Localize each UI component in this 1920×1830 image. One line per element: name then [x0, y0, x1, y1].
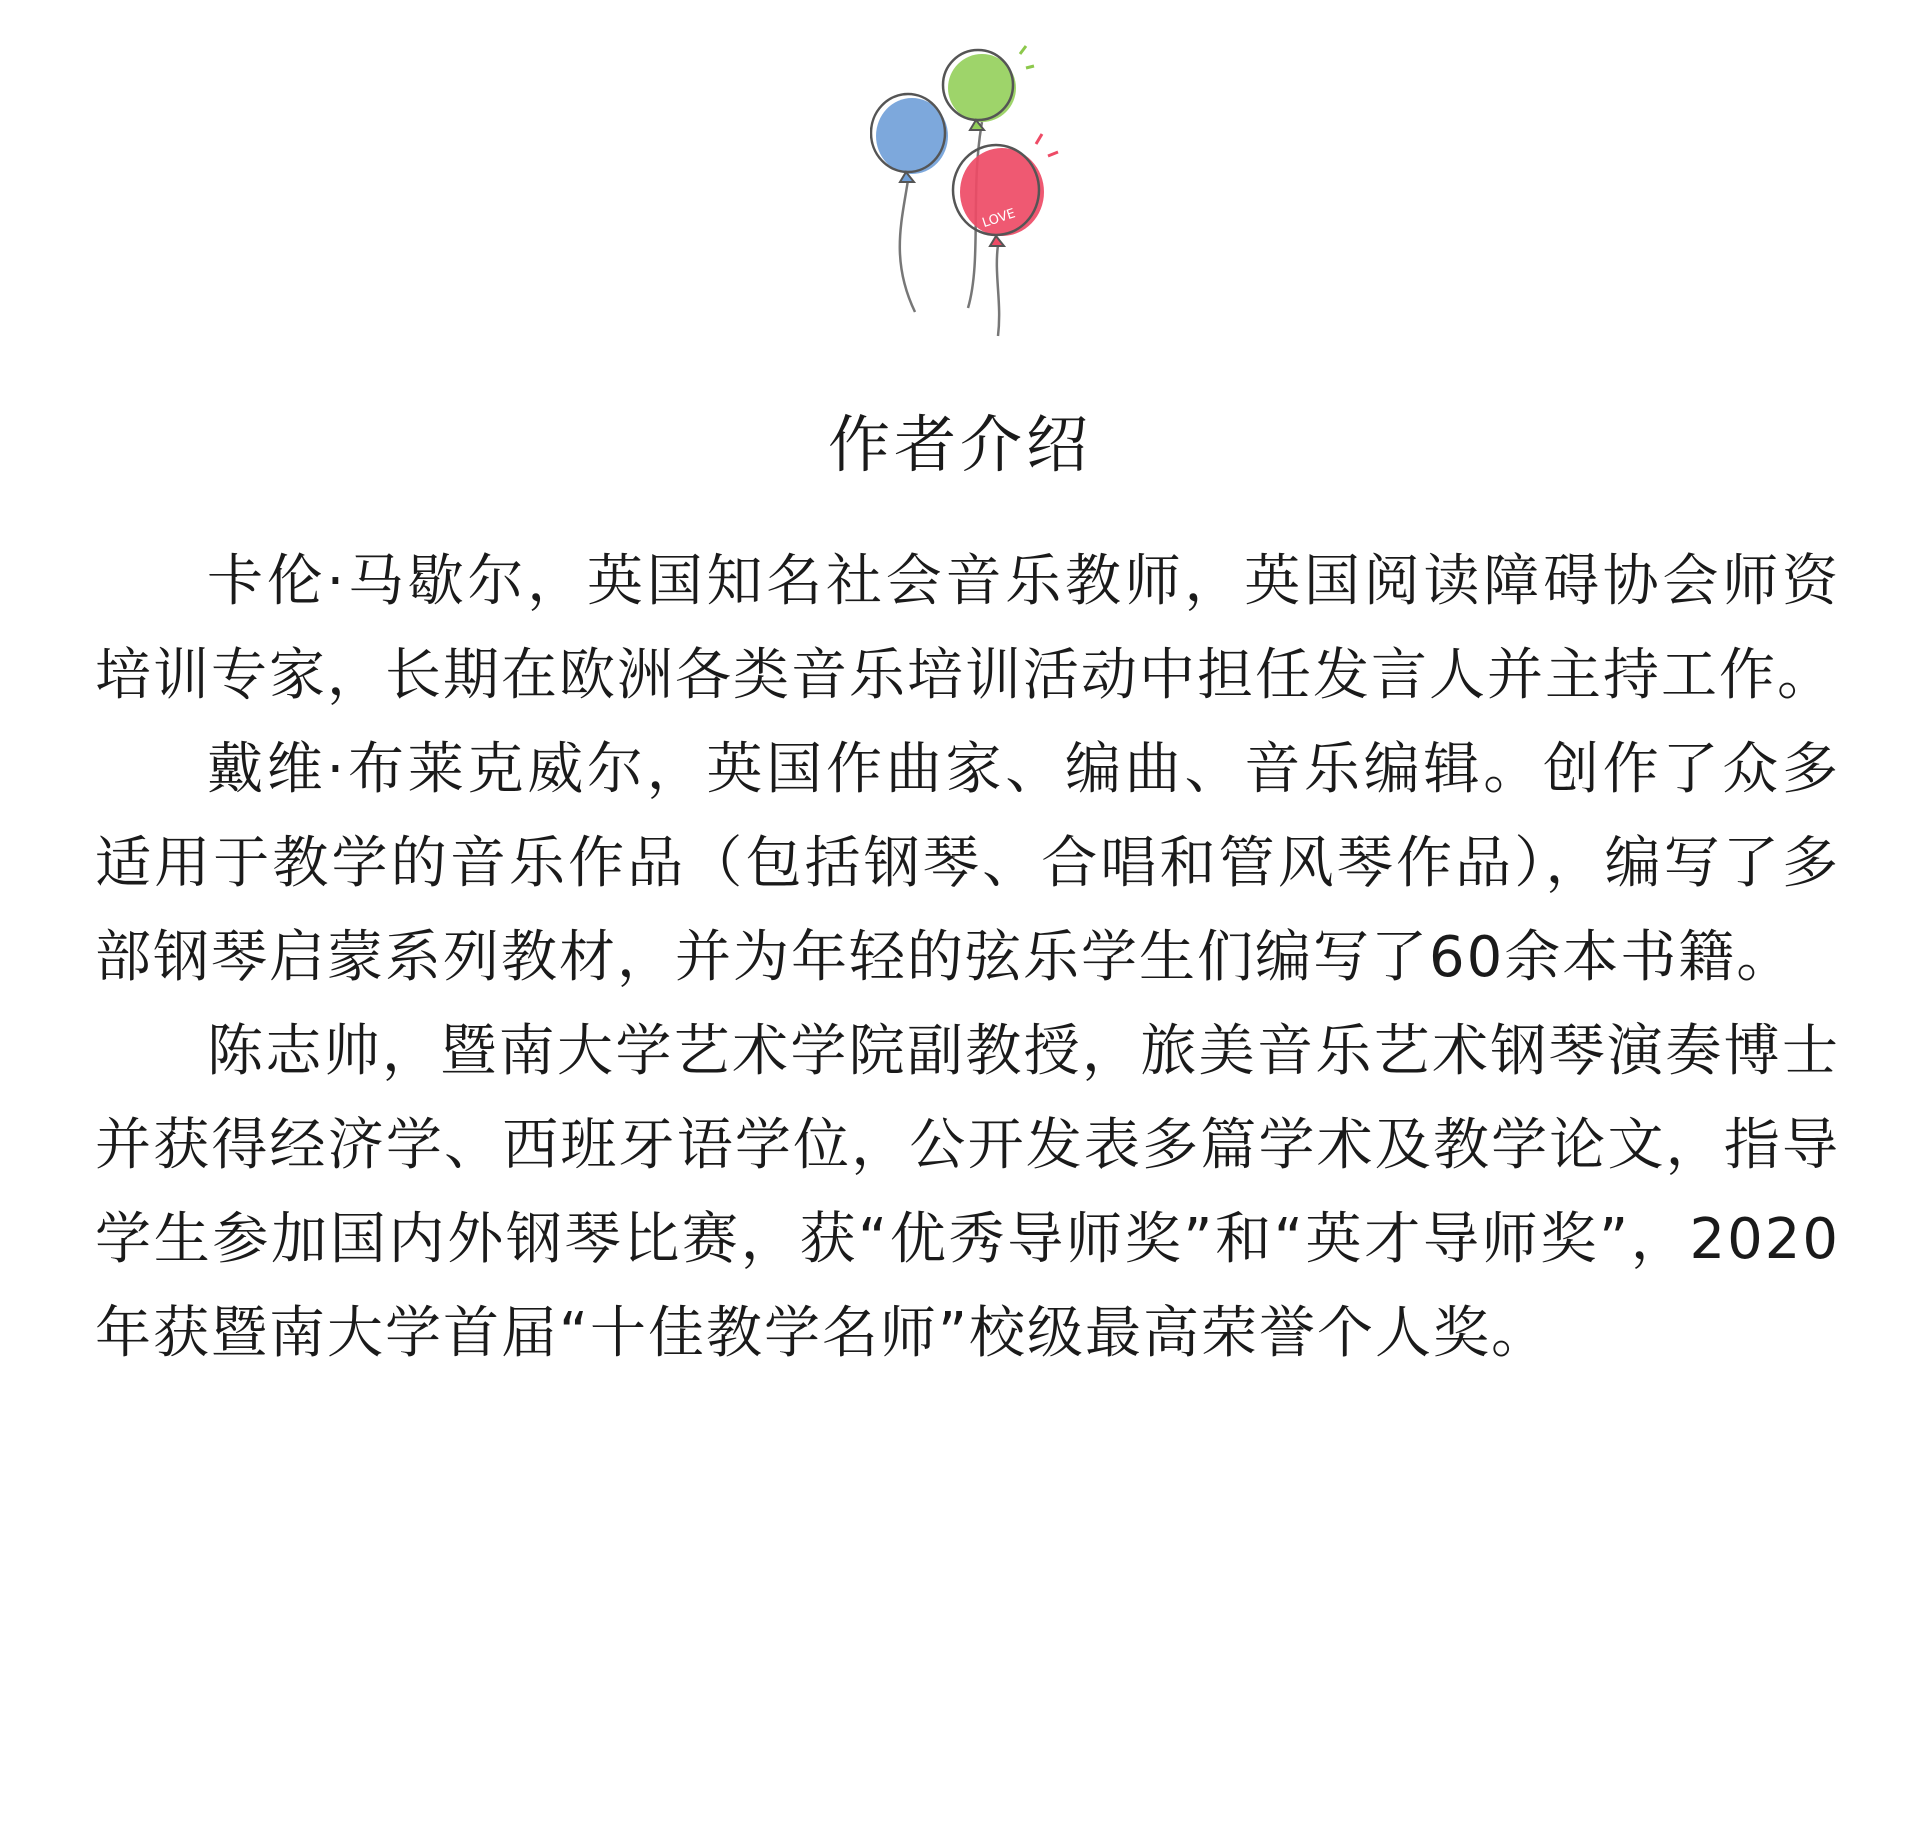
author-bios — [95, 535, 1840, 1381]
author-bio-david-blackwell: 戴维·布莱克威尔，英国作曲家、编曲、音乐编辑。创作了众多适用于教学的音乐作品（包括钢琴、合唱和管风琴作品），编写了多部钢琴启蒙系列教材，并为年轻的弦乐学生们编写了60余本书籍。 — [95, 737, 1840, 990]
balloon-string-blue — [900, 180, 915, 312]
balloon-string-red — [997, 245, 999, 336]
author-bio-chen-zhishuai: 陈志帅，暨南大学艺术学院副教授，旅美音乐艺术钢琴演奏博士并获得经济学、西班牙语学位，公开发表多篇学术及教学论文，指导学生参加国内外钢琴比赛，获“优秀导师奖”和“英才导师奖”，2020年获暨南大学首届“十佳教学名师”校级最高荣誉个人奖。 — [95, 1019, 1840, 1366]
section-title: 作者介绍 — [827, 408, 1092, 481]
author-bio-karen-marshall: 卡伦·马歇尔，英国知名社会音乐教师，英国阅读障碍协会师资培训专家，长期在欧洲各类音乐培训活动中担任发言人并主持工作。 — [95, 549, 1840, 708]
balloon-text: LOVE — [980, 206, 1018, 232]
balloons-icon — [870, 40, 1080, 340]
